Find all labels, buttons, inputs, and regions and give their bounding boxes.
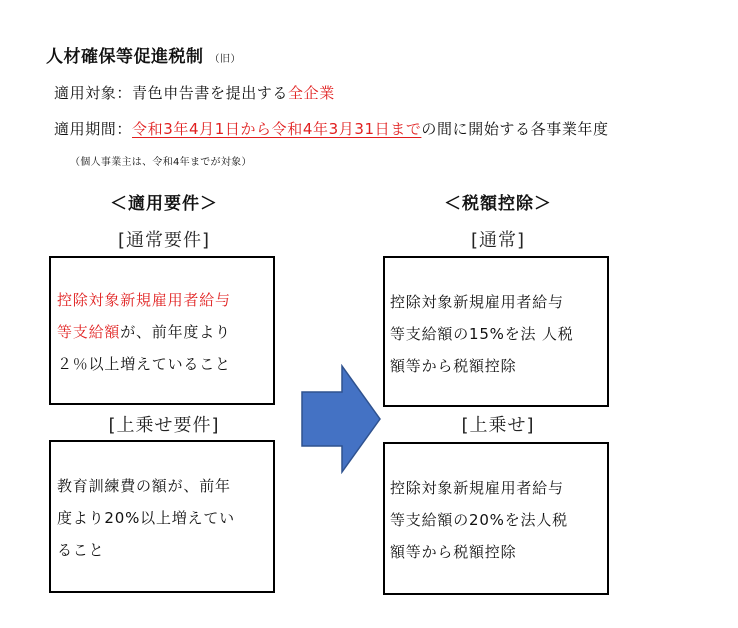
left-heading: ＜適用要件＞ [110, 194, 218, 214]
target-line: 適用対象：青色申告書を提出する全企業 [54, 84, 335, 102]
right-heading: ＜税額控除＞ [444, 194, 552, 214]
period-line: 適用期間：令和3年4月1日から令和4年3月31日までの間に開始する各事業年度 [54, 120, 609, 138]
right-arrow-icon [300, 364, 382, 474]
page-title: 人材確保等促進税制 （旧） [46, 47, 241, 67]
plus-req-line3: ること [57, 541, 105, 559]
normal-req-red-term: 等支給額 [57, 323, 121, 341]
plus-ded-line1: 控除対象新規雇用者給与 [390, 479, 564, 497]
plus-ded-line2: 等支給額の20%を法人税 [390, 511, 568, 529]
normal-ded-line3: 額等から税額控除 [390, 357, 517, 375]
plus-ded-line3: 額等から税額控除 [390, 543, 517, 561]
right-plus-subheading: [上乗せ] [461, 415, 535, 436]
left-plus-subheading: [上乗せ要件] [108, 415, 220, 436]
period-highlight: 令和3年4月1日から令和4年3月31日まで [132, 120, 422, 138]
title-suffix: （旧） [209, 54, 241, 65]
target-highlight: 全企業 [288, 84, 335, 102]
plus-deduction-box [383, 442, 609, 595]
plus-req-line2: 度より20%以上増えてい [57, 509, 235, 527]
normal-ded-line2: 等支給額の15%を法 人税 [390, 325, 574, 343]
right-normal-subheading: [通常] [470, 230, 526, 251]
plus-requirement-box [49, 440, 275, 593]
normal-deduction-box [383, 256, 609, 407]
left-normal-subheading: [通常要件] [117, 230, 211, 251]
normal-requirement-box: 控除対象新規雇用者給与 等支給額が、前年度より ２％以上増えていること [49, 256, 275, 405]
normal-ded-line1: 控除対象新規雇用者給与 [390, 293, 564, 311]
plus-req-line1: 教育訓練費の額が、前年 [57, 477, 231, 495]
note-text: （個人事業主は、令和4年までが対象） [70, 157, 252, 168]
normal-req-line3: ２％以上増えていること [57, 355, 231, 373]
normal-req-red-line: 控除対象新規雇用者給与 [57, 291, 231, 309]
